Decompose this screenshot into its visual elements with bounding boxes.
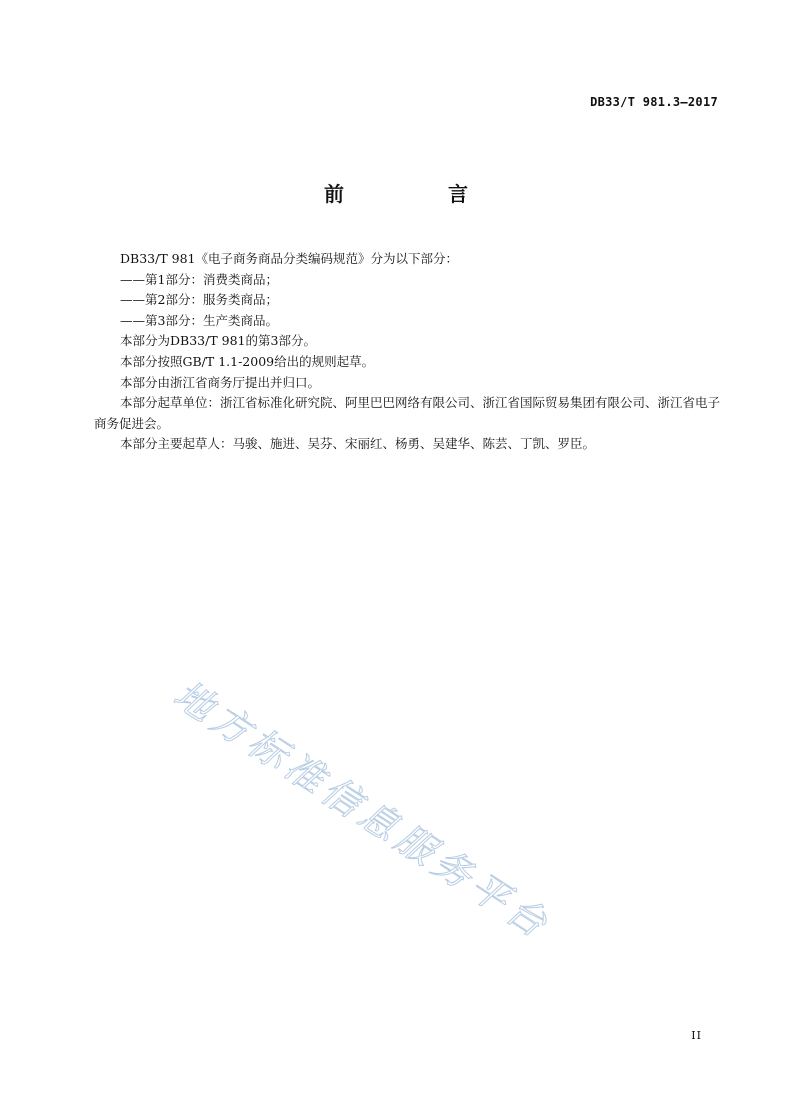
- paragraph-proposer: 本部分由浙江省商务厅提出并归口。: [120, 374, 321, 390]
- watermark: 地方标准信息服务平台: [166, 671, 560, 949]
- standard-code: DB33/T 981.3—2017: [590, 95, 718, 109]
- paragraph-intro: DB33/T 981《电子商务商品分类编码规范》分为以下部分：: [120, 251, 458, 266]
- foreword-body: [94, 249, 724, 455]
- paragraph-part-1: ——第1部分：消费类商品；: [120, 271, 278, 287]
- page-title: 前 言: [324, 182, 510, 206]
- paragraph-drafting-units: 本部分起草单位：浙江省标准化研究院、阿里巴巴网络有限公司、浙江省国际贸易集团有限公司、浙江省电子商务促进会。: [94, 395, 721, 431]
- paragraph-drafting-rules: 本部分按照GB/T 1.1-2009给出的规则起草。: [120, 353, 375, 369]
- paragraph-drafters: 本部分主要起草人：马骏、施进、吴芬、宋丽红、杨勇、吴建华、陈芸、丁凯、罗臣。: [120, 436, 596, 452]
- paragraph-part-3: ——第3部分：生产类商品。: [120, 312, 278, 328]
- paragraph-this-part: 本部分为DB33/T 981的第3部分。: [120, 333, 316, 349]
- page-number: II: [691, 1029, 702, 1042]
- paragraph-part-2: ——第2部分：服务类商品；: [120, 292, 278, 308]
